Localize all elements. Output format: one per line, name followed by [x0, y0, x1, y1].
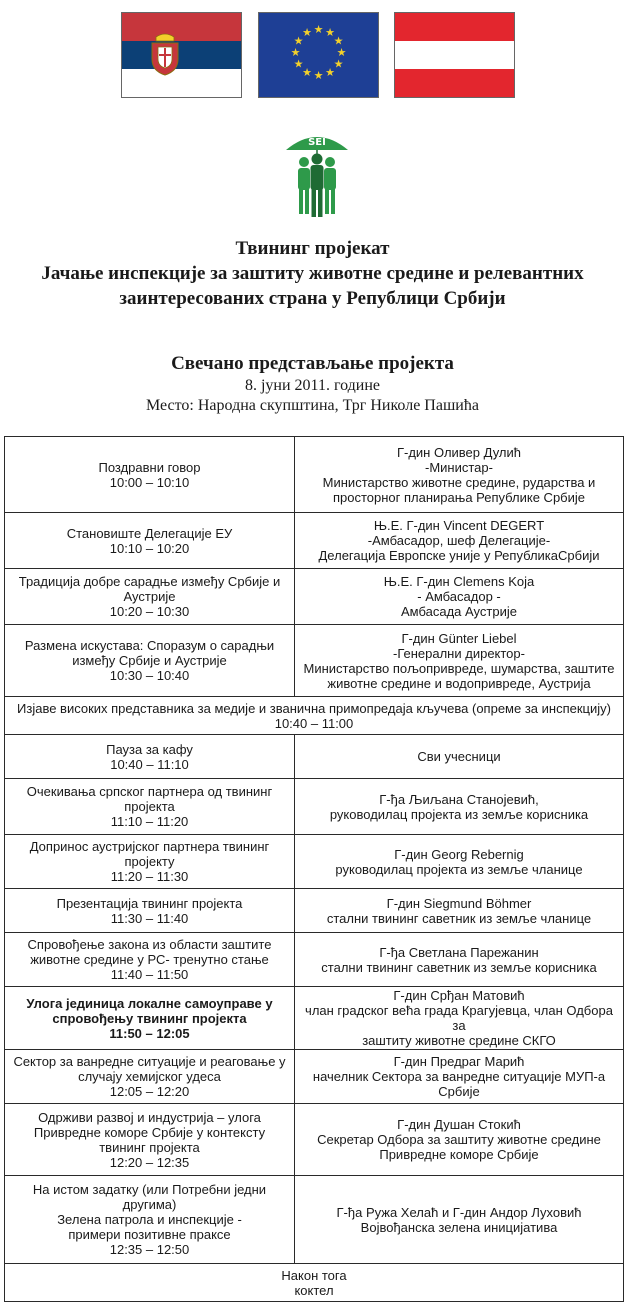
- program-row: [5, 1176, 624, 1264]
- program-row: [5, 735, 624, 779]
- project-title-line-1: Твининг пројекат: [235, 238, 390, 259]
- program-full-cell: [5, 1264, 624, 1302]
- svg-text:★: ★: [293, 57, 304, 71]
- program-speaker-cell: [295, 1050, 624, 1104]
- svg-text:★: ★: [313, 23, 324, 36]
- svg-text:★: ★: [333, 34, 344, 48]
- sei-logo: [282, 128, 352, 220]
- program-topic-cell: [5, 889, 295, 933]
- program-topic-cell: [5, 1050, 295, 1104]
- program-topic-cell: [5, 835, 295, 889]
- program-row: [5, 835, 624, 889]
- program-topic-text: Пауза за кафу 10:40 – 11:10: [106, 741, 193, 772]
- project-title-block: [0, 236, 625, 311]
- program-speaker-cell: [295, 987, 624, 1050]
- program-speaker-cell: [295, 437, 624, 513]
- program-row: [5, 625, 624, 697]
- program-speaker-cell: [295, 1104, 624, 1176]
- eu-stars-icon: [259, 13, 378, 97]
- program-speaker-cell: [295, 889, 624, 933]
- program-speaker-text: Њ.Е. Г-дин Vincent DEGERT -Амбасадор, шеф Делегације- Делегација Европске уније у РепубликаСрбији: [318, 518, 600, 563]
- program-topic-text: Презентација твининг пројекта 11:30 – 11:40: [56, 895, 243, 926]
- event-title: Свечано представљање пројекта: [171, 353, 454, 374]
- program-speaker-cell: [295, 513, 624, 569]
- program-speaker-text: Г-ђа Ружа Хелаћ и Г-дин Андор Луховић Војвођанска зелена иницијатива: [336, 1204, 582, 1235]
- svg-text:★: ★: [302, 26, 312, 39]
- program-row: [5, 437, 624, 513]
- program-row: [5, 1264, 624, 1302]
- program-topic-text: На истом задатку (или Потребни једни другима) Зелена патрола и инспекције - примери позитивне праксе 12:35 – 12:50: [32, 1182, 267, 1257]
- program-speaker-cell: [295, 735, 624, 779]
- program-row: [5, 569, 624, 625]
- sei-umbrella-people-icon: [282, 128, 352, 220]
- program-row: [5, 987, 624, 1050]
- program-topic-text: Поздравни говор 10:00 – 10:10: [98, 459, 201, 490]
- program-topic-cell: [5, 987, 295, 1050]
- event-place: Место: Народна скупштина, Трг Николе Пашића: [146, 397, 479, 414]
- program-topic-text: Сектор за ванредне ситуације и реаговање у случају хемијског удеса 12:05 – 12:20: [13, 1054, 286, 1099]
- svg-text:★: ★: [290, 46, 301, 59]
- program-topic-text: Очекивања српског партнера од твининг пројекта 11:10 – 11:20: [26, 784, 273, 829]
- program-speaker-text: Њ.Е. Г-дин Clemens Koja - Амбасадор - Амбасада Аустрије: [383, 574, 535, 619]
- program-topic-text: Улога јединица локалне самоуправе у спровођењу твининг пројекта 11:50 – 12:05: [26, 995, 273, 1041]
- program-row: [5, 1104, 624, 1176]
- program-row: [5, 513, 624, 569]
- project-title-line-2: Јачање инспекције за заштиту животне средине и релевантних: [41, 263, 584, 284]
- program-full-text: Изјаве високих представника за медије и званична примопредаја кључева (опреме за инспекцију) 10:40 – 11:00: [17, 700, 611, 731]
- program-topic-cell: [5, 933, 295, 987]
- serbia-flag: [121, 12, 242, 98]
- program-topic-text: Допринос аустријског партнера твининг пројекту 11:20 – 11:30: [29, 839, 270, 884]
- program-row: [5, 779, 624, 835]
- event-date: 8. јуни 2011. године: [244, 377, 381, 394]
- program-topic-text: Спровођење закона из области заштите животне средине у РС- тренутно стање 11:40 – 11:50: [27, 937, 272, 982]
- program-row: [5, 697, 624, 735]
- program-speaker-text: Г-ђа Љиљана Станојевић, руководилац пројекта из земље корисника: [329, 791, 589, 822]
- program-row: [5, 1050, 624, 1104]
- program-topic-text: Становиште Делегације ЕУ 10:10 – 10:20: [66, 525, 233, 556]
- program-full-text: Након тога коктел: [281, 1267, 347, 1298]
- program-topic-text: Одрживи развој и индустрија – улога Привредне коморе Србије у контексту твининг пројекта 12:20 – 12:35: [33, 1109, 266, 1170]
- svg-text:★: ★: [313, 69, 324, 82]
- program-speaker-cell: [295, 933, 624, 987]
- program-topic-text: Размена искустава: Споразум о сарадњи између Србије и Аустрије 10:30 – 10:40: [24, 638, 275, 683]
- program-topic-cell: [5, 513, 295, 569]
- project-title-line-3: заинтересованих страна у Републици Србији: [119, 288, 506, 309]
- program-topic-text: Традиција добре сарадње између Србије и Аустрије 10:20 – 10:30: [18, 574, 281, 619]
- svg-text:★: ★: [333, 57, 344, 71]
- program-full-cell: [5, 697, 624, 735]
- program-topic-cell: [5, 625, 295, 697]
- program-speaker-text: Г-дин Оливер Дулић -Министар- Министарство животне средине, рударства и просторног планирања Републике Србије: [322, 444, 596, 505]
- program-speaker-text: Сви учесници: [417, 749, 501, 764]
- program-speaker-text: Г-дин Душан Стокић Секретар Одбора за заштиту животне средине Привредне коморе Србије: [317, 1117, 601, 1162]
- program-topic-cell: [5, 779, 295, 835]
- program-row: [5, 933, 624, 987]
- program-speaker-text: Г-дин Günter Liebel -Генерални директор- Министарство пољопривреде, шумарства, заштите животне средине и водопривреде, Аустрија: [303, 630, 615, 691]
- program-topic-cell: [5, 569, 295, 625]
- program-topic-cell: [5, 437, 295, 513]
- program-speaker-text: Г-дин Предраг Марић начелник Сектора за ванредне ситуације МУП-а Србије: [312, 1054, 606, 1099]
- eu-flag: [258, 12, 379, 98]
- program-speaker-text: Г-дин Georg Rebernig руководилац пројекта из земље чланице: [335, 846, 583, 877]
- program-topic-cell: [5, 735, 295, 779]
- program-speaker-text: Г-дин Срђан Матовић члан градског већа града Крагујевца, члан Одбора за заштиту животне средине СКГО: [305, 988, 613, 1048]
- program-row: [5, 889, 624, 933]
- program-speaker-cell: [295, 779, 624, 835]
- program-topic-cell: [5, 1176, 295, 1264]
- serbia-coat-of-arms-icon: [150, 33, 180, 77]
- austria-flag: [394, 12, 515, 98]
- flags-row: [0, 12, 625, 102]
- program-speaker-text: Г-дин Siegmund Böhmer стални твининг саветник из земље чланице: [326, 895, 592, 926]
- program-table: [4, 436, 624, 1302]
- svg-text:SEI: SEI: [308, 137, 326, 148]
- svg-text:★: ★: [302, 66, 312, 79]
- program-speaker-cell: [295, 1176, 624, 1264]
- program-speaker-cell: [295, 625, 624, 697]
- program-topic-cell: [5, 1104, 295, 1176]
- event-info-block: [0, 352, 625, 416]
- svg-text:★: ★: [336, 46, 347, 59]
- program-speaker-text: Г-ђа Светлана Парежанин стални твининг саветник из земље корисника: [321, 944, 597, 975]
- program-speaker-cell: [295, 835, 624, 889]
- svg-text:★: ★: [325, 26, 335, 39]
- svg-text:★: ★: [293, 34, 304, 48]
- program-speaker-cell: [295, 569, 624, 625]
- svg-text:★: ★: [325, 66, 335, 79]
